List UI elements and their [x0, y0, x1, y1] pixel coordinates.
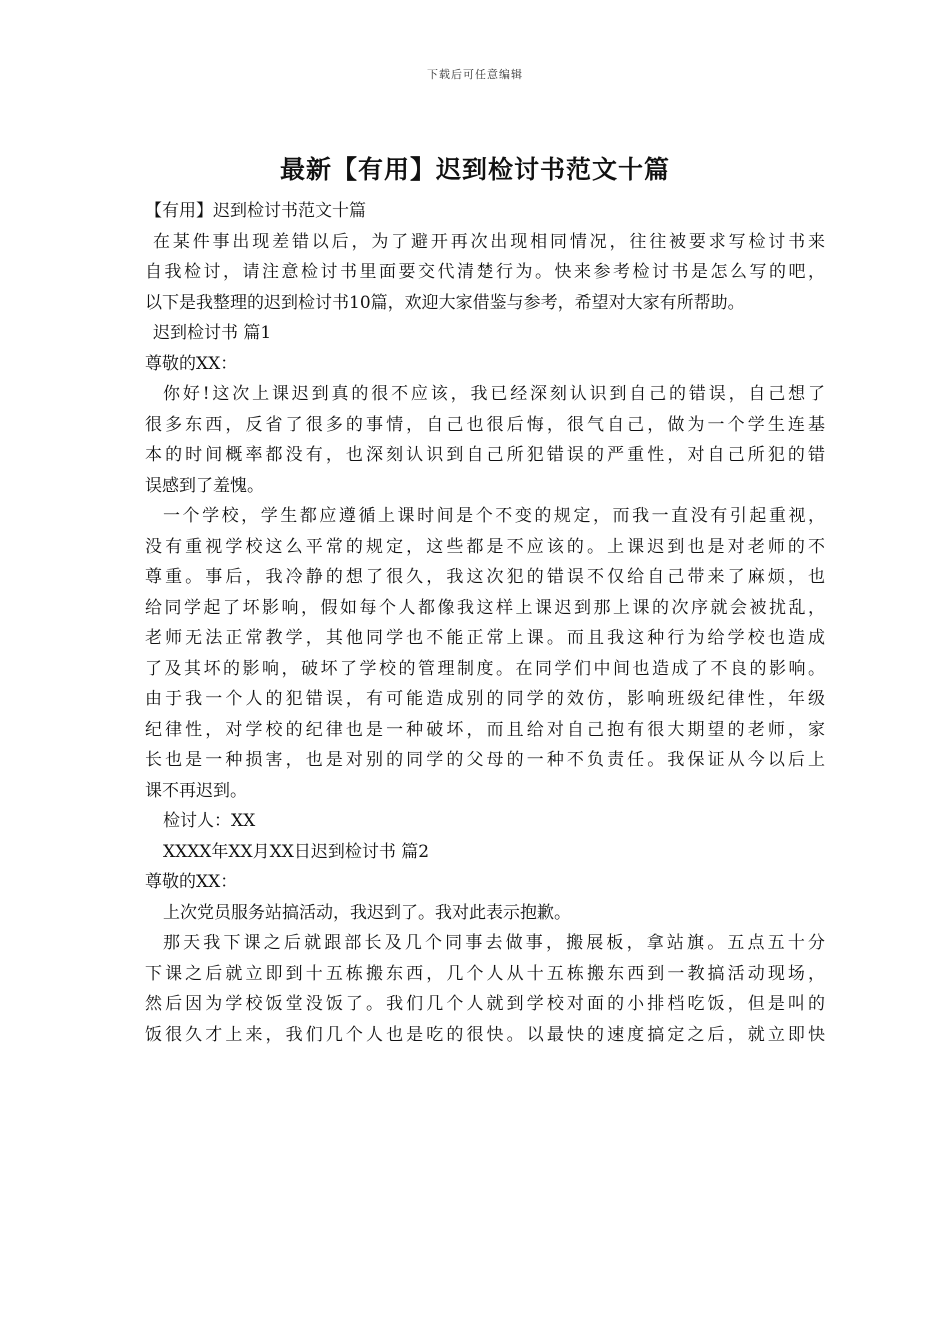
text-line: 给同学起了坏影响，假如每个人都像我这样上课迟到那上课的次序就会被扰乱， [145, 597, 825, 618]
text-line: 迟到检讨书 篇1 [153, 323, 272, 343]
text-line: 饭很久才上来，我们几个人也是吃的很快。以最快的速度搞定之后，就立即快 [145, 1024, 825, 1045]
text-line: 【有用】迟到检讨书范文十篇 [145, 201, 366, 221]
text-line: XXXX年XX月XX日迟到检讨书 篇2 [163, 841, 430, 862]
text-line: 纪律性，对学校的纪律也是一种破坏，而且给对自己抱有很大期望的老师，家 [145, 719, 825, 740]
text-line: 自我检讨，请注意检讨书里面要交代清楚行为。快来参考检讨书是怎么写的吧， [145, 262, 825, 282]
body-paragraph-2 [145, 501, 825, 806]
text-line: 上次党员服务站搞活动，我迟到了。我对此表示抱歉。 [163, 902, 571, 923]
text-line: 一个学校，学生都应遵循上课时间是个不变的规定，而我一直没有引起重视， [163, 506, 825, 526]
text-line: 老师无法正常教学，其他同学也不能正常上课。而且我这种行为给学校也造成 [145, 628, 825, 648]
salutation-2 [145, 867, 825, 898]
text-line: 然后因为学校饭堂没饭了。我们几个人就到学校对面的小排档吃饭，但是叫的 [145, 994, 825, 1014]
signer-line [145, 806, 825, 837]
body-paragraph-4 [145, 928, 825, 1050]
text-line: 以下是我整理的迟到检讨书10篇，欢迎大家借鉴与参考，希望对大家有所帮助。 [145, 292, 745, 313]
text-line: 本的时间概率都没有，也深刻认识到自己所犯错误的严重性，对自己所犯的错 [145, 445, 825, 465]
text-line: 没有重视学校这么平常的规定，这些都是不应该的。上课迟到也是对老师的不 [145, 536, 825, 557]
text-line: 尊重。事后，我冷静的想了很久，我这次犯的错误不仅给自己带来了麻烦，也 [145, 567, 825, 587]
body-paragraph-1 [145, 379, 825, 501]
text-line: 误感到了羞愧。 [145, 475, 264, 496]
text-line: 很多东西，反省了很多的事情，自己也很后悔，很气自己，做为一个学生连基 [145, 414, 825, 435]
text-line: 那天我下课之后就跟部长及几个同事去做事，搬展板，拿站旗。五点五十分 [163, 933, 825, 953]
text-line: 由于我一个人的犯错误，有可能造成别的同学的效仿，影响班级纪律性，年级 [145, 689, 825, 709]
section-heading-1 [145, 318, 825, 349]
text-line: 了及其坏的影响，破坏了学校的管理制度。在同学们中间也造成了不良的影响。 [145, 658, 825, 679]
intro-paragraph [145, 227, 825, 319]
text-line: 长也是一种损害，也是对别的同学的父母的一种不负责任。我保证从今以后上 [145, 750, 825, 770]
header-note: 下载后可任意编辑 [427, 68, 523, 81]
text-line: 在某件事出现差错以后，为了避开再次出现相同情况，往往被要求写检讨书来 [153, 231, 825, 252]
subtitle-paragraph [145, 196, 825, 227]
text-line: 下课之后就立即到十五栋搬东西，几个人从十五栋搬东西到一教搞活动现场， [145, 963, 825, 984]
document-title: 最新【有用】迟到检讨书范文十篇 [279, 155, 670, 184]
body-paragraph-3 [145, 898, 825, 929]
text-line: 检讨人：XX [163, 811, 256, 831]
text-line: 尊敬的XX： [145, 872, 238, 892]
date-and-section-heading-2 [145, 837, 825, 868]
text-line: 课不再迟到。 [145, 780, 247, 801]
text-line: 你好!这次上课迟到真的很不应该，我已经深刻认识到自己的错误，自己想了 [163, 384, 825, 404]
salutation-1 [145, 349, 825, 380]
document-body [145, 196, 825, 1050]
text-line: 尊敬的XX： [145, 353, 238, 374]
